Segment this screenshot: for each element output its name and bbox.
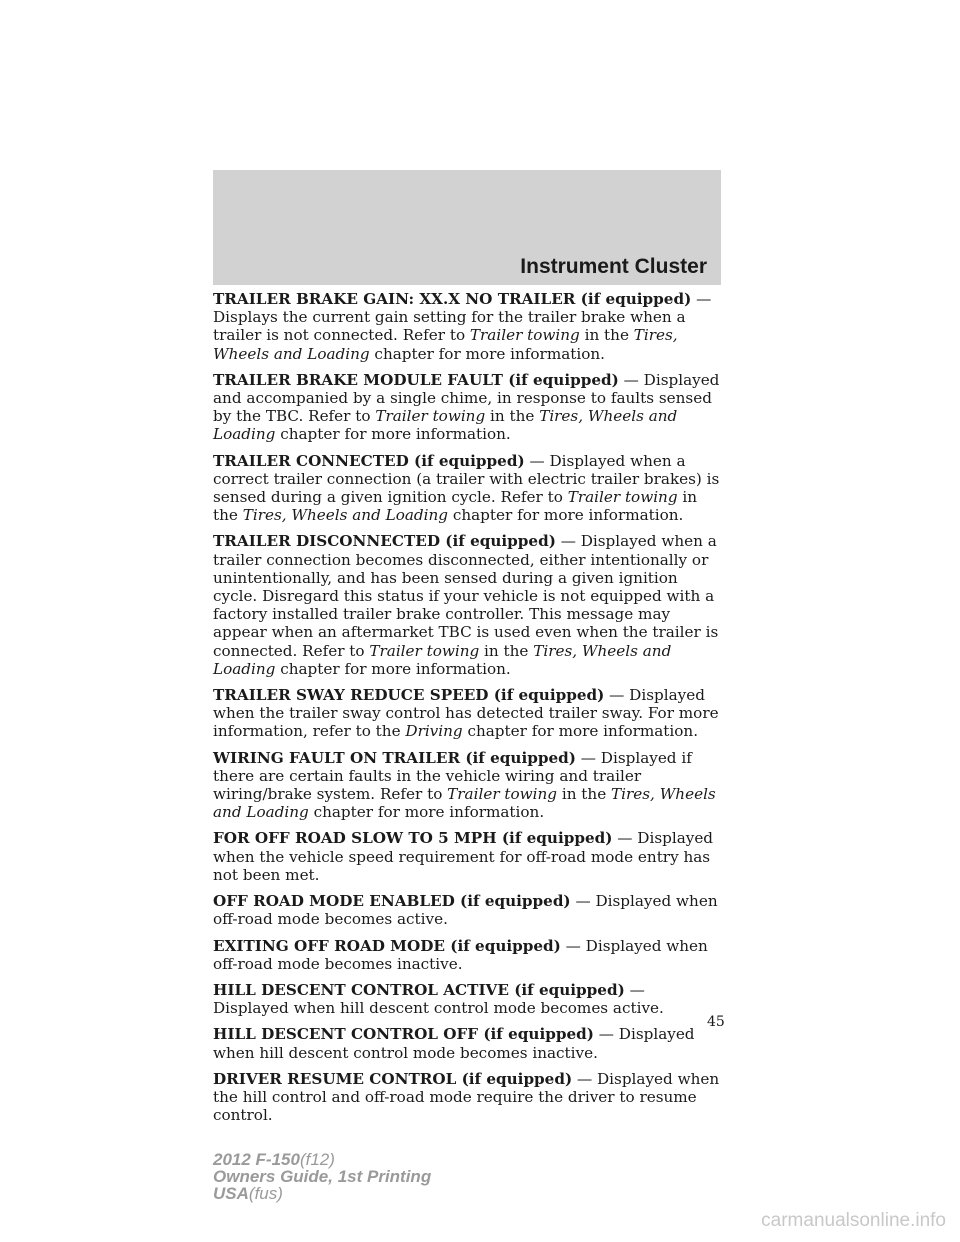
message-text: in the <box>557 785 612 804</box>
cross-reference: Tires, Wheels and Loading <box>213 407 678 444</box>
message-text: in the <box>479 641 534 660</box>
message-text: — Displayed when a trailer connection becomes disconnected, either intentionally or unintentionally, and has been sensed during a given ignition cycle. Disregard this status if your vehicle is not equipped with a factory installed trailer brake controller. This message may appear when an aftermarket TBC is used even when the trailer is connected. Refer to <box>213 532 719 660</box>
message-entry <box>213 749 723 822</box>
message-entry <box>213 937 723 973</box>
message-entry <box>213 1070 723 1125</box>
message-heading: TRAILER DISCONNECTED (if equipped) <box>213 532 556 551</box>
print-footer <box>213 1151 431 1202</box>
message-text: — Displayed when the vehicle speed requirement for off-road mode entry has not been met. <box>213 829 714 884</box>
message-text: — Displayed when the hill control and off-road mode require the driver to resume control. <box>213 1069 720 1125</box>
message-text: chapter for more information. <box>308 803 545 822</box>
message-text: chapter for more information. <box>369 344 605 363</box>
message-entry <box>213 1025 723 1061</box>
message-text: — Displays the current gain setting for the trailer brake when a trailer is not connected. Refer to <box>213 290 712 345</box>
message-text: — Displayed when hill descent control mode becomes inactive. <box>213 1025 695 1062</box>
message-list <box>213 290 723 1132</box>
message-text: chapter for more information. <box>462 722 699 741</box>
message-heading: HILL DESCENT CONTROL OFF (if equipped) <box>213 1025 594 1044</box>
footer-line-2: Owners Guide, 1st Printing <box>213 1167 432 1186</box>
cross-reference: Trailer towing <box>375 407 486 426</box>
cross-reference: Trailer towing <box>567 488 678 507</box>
cross-reference: Trailer towing <box>369 641 480 660</box>
message-heading: TRAILER SWAY REDUCE SPEED (if equipped) <box>213 686 605 705</box>
message-text: — Displayed when hill descent control mode becomes active. <box>213 980 664 1018</box>
message-entry <box>213 686 723 741</box>
message-entry <box>213 290 723 363</box>
message-text: — Displayed and accompanied by a single chime, in response to faults sensed by the TBC. Refer to <box>213 370 720 426</box>
message-entry <box>213 371 723 444</box>
message-heading: EXITING OFF ROAD MODE (if equipped) <box>213 936 561 955</box>
message-entry <box>213 981 723 1017</box>
message-entry <box>213 829 723 884</box>
message-text: — Displayed if there are certain faults in the vehicle wiring and trailer wiring/brake system. Refer to <box>213 748 692 804</box>
message-heading: DRIVER RESUME CONTROL (if equipped) <box>213 1069 573 1088</box>
footer-line-3: USA(fus) <box>213 1184 283 1203</box>
message-entry <box>213 452 723 525</box>
message-heading: WIRING FAULT ON TRAILER (if equipped) <box>213 748 576 767</box>
message-heading: TRAILER BRAKE GAIN: XX.X NO TRAILER (if equipped) <box>213 290 692 308</box>
message-entry <box>213 892 723 928</box>
message-text: — Displayed when off-road mode becomes active. <box>213 892 718 929</box>
message-text: in the <box>213 488 698 525</box>
cross-reference: Tires, Wheels and Loading <box>213 326 678 363</box>
message-heading: HILL DESCENT CONTROL ACTIVE (if equipped) <box>213 980 625 999</box>
message-text: — Displayed when the trailer sway control has detected trailer sway. For more information, refer to the <box>213 686 719 741</box>
message-text: — Displayed when off-road mode becomes inactive. <box>213 936 708 973</box>
message-text: — Displayed when a correct trailer connection (a trailer with electric trailer brakes) is sensed during a given ignition cycle. Refer to <box>213 451 720 507</box>
chapter-title: Instrument Cluster <box>520 255 707 278</box>
cross-reference: Tires, Wheels and Loading <box>213 641 672 678</box>
message-heading: TRAILER BRAKE MODULE FAULT (if equipped) <box>213 370 619 389</box>
page-number: 45 <box>707 1014 725 1030</box>
cross-reference: Tires, Wheels and Loading <box>242 506 448 525</box>
message-entry <box>213 532 723 678</box>
message-text: in the <box>579 326 634 345</box>
cross-reference: Tires, Wheels and Loading <box>213 785 716 822</box>
cross-reference: Trailer towing <box>469 326 580 345</box>
message-text: in the <box>485 407 540 426</box>
message-text: chapter for more information. <box>448 506 684 525</box>
site-watermark: carmanualsonline.info <box>761 1210 946 1231</box>
message-heading: OFF ROAD MODE ENABLED (if equipped) <box>213 892 571 911</box>
message-heading: FOR OFF ROAD SLOW TO 5 MPH (if equipped) <box>213 829 613 848</box>
chapter-header-band <box>213 170 721 285</box>
message-text: chapter for more information. <box>275 659 511 678</box>
message-heading: TRAILER CONNECTED (if equipped) <box>213 451 525 470</box>
message-text: chapter for more information. <box>275 425 511 444</box>
cross-reference: Driving <box>405 722 463 741</box>
cross-reference: Trailer towing <box>447 785 558 804</box>
footer-line-1: 2012 F-150(f12) <box>213 1150 335 1169</box>
